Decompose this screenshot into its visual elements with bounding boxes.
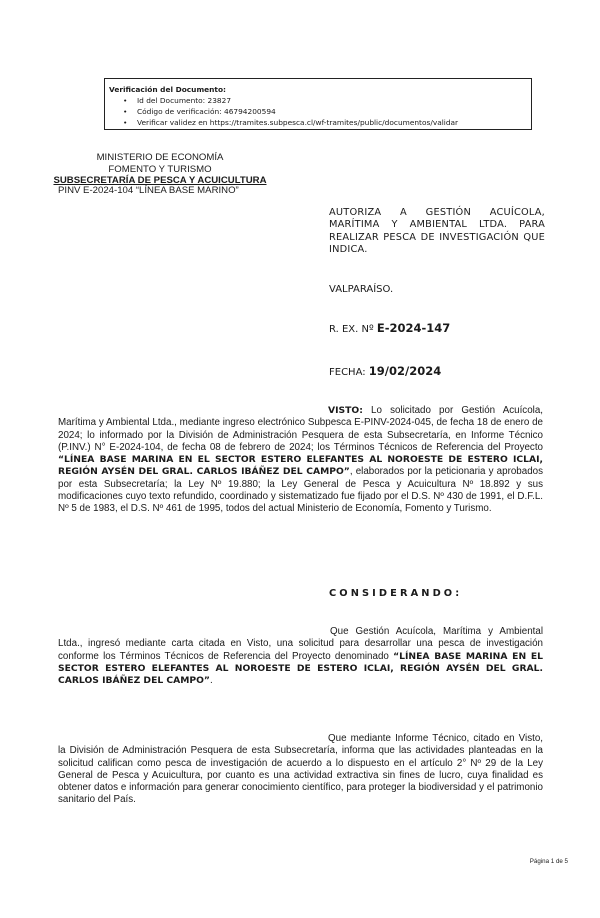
visto-paragraph xyxy=(58,405,543,516)
resolution-number xyxy=(329,321,450,335)
document-id: • Id del Documento: 23827 xyxy=(137,95,527,106)
considerando-2-text: Que mediante Informe Técnico, citado en Visto, la División de Administración Pesquera de esta Subsecretaría, informa que las actividades planteadas en la solicitud califican como pesca de investigación de acuerdo a lo dispuesto en el artículo 2° Nº 29 de la Ley General de Pesca y Acuicultura, por cuanto es una actividad extractiva sin fines de lucro, cuya finalidad es obtener datos e información para generar conocimiento científico, para proteger la biodiversidad y el patrimonio sanitario del País. xyxy=(58,733,543,806)
resolution-date xyxy=(329,364,441,378)
verification-box xyxy=(104,78,532,130)
date-value: 19/02/2024 xyxy=(368,364,442,378)
considerando-heading: CONSIDERANDO: xyxy=(329,588,463,599)
verification-code: • Código de verificación: 46794200594 xyxy=(137,106,527,117)
verification-url[interactable]: • Verificar validez en https://tramites.subpesca.cl/wf-tramites/public/documentos/validar xyxy=(137,117,527,128)
page-number: Página 1 de 5 xyxy=(529,858,568,865)
ministry-line-2: FOMENTO Y TURISMO xyxy=(108,163,212,175)
ministry-header xyxy=(30,152,290,187)
date-label: FECHA: xyxy=(329,367,369,378)
subsecretaria-title: SUBSECRETARÍA DE PESCA Y ACUICULTURA xyxy=(53,175,267,186)
visto-text-b: , elaborados por la peticionaria y aprobados por esta Subsecretaría; la Ley Nº 19.880; la Ley General de Pesca y Acuicultura Nº 18.892 y sus modificaciones cuyo texto refundido, coordinado y sistematizado fue fijado por el D.S. Nº 430 de 1991, el D.F.L. Nº 5 de 1983, el D.S. Nº 461 de 1995, todos del actual Ministerio de Economía, Fomento y Turismo. xyxy=(58,466,543,515)
verification-list xyxy=(109,95,527,128)
visto-project: “LÍNEA BASE MARINA EN EL SECTOR ESTERO ELEFANTES AL NOROESTE DE ESTERO ICLAI, REGIÓN AYSÉN DEL GRAL. CARLOS IBÁÑEZ DEL CAMPO” xyxy=(58,454,543,478)
considerando-1-project: “LÍNEA BASE MARINA EN EL SECTOR ESTERO ELEFANTES AL NOROESTE DE ESTERO ICLAI, REGIÓN AYSÉN DEL GRAL. CARLOS IBÁÑEZ DEL CAMPO” xyxy=(58,650,543,687)
resolution-value: E-2024-147 xyxy=(376,321,451,335)
considerando-1-text-b: . xyxy=(209,675,213,687)
resolution-label: R. EX. Nº xyxy=(329,324,377,335)
considerando-1-text-a: Que Gestión Acuícola, Marítima y Ambiental Ltda., ingresó mediante carta citada en Visto, una solicitud para desarrollar una pesca de investigación conforme los Términos Técnicos de Referencia del Proyecto denominado xyxy=(58,626,543,662)
visto-label: VISTO: xyxy=(328,405,363,416)
considerando-paragraph-2 xyxy=(58,733,543,807)
verification-title: Verificación del Documento: xyxy=(109,85,226,94)
project-reference: PINV E-2024-104 “LÍNEA BASE MARINO” xyxy=(58,185,239,196)
ministry-line-1: MINISTERIO DE ECONOMÍA xyxy=(96,152,224,163)
place: VALPARAÍSO. xyxy=(329,284,394,295)
resolution-summary: AUTORIZA A GESTIÓN ACUÍCOLA, MARÍTIMA Y AMBIENTAL LTDA. PARA REALIZAR PESCA DE INVESTIGACIÓN QUE INDICA. xyxy=(329,207,545,256)
visto-text-a: Lo solicitado por Gestión Acuícola, Marítima y Ambiental Ltda., mediante ingreso electrónico Subpesca E-PINV-2024-045, de fecha 18 de enero de 2024; lo informado por la División de Administración Pesquera de esta Subsecretaría, en Informe Técnico (P.INV.) N° E-2024-104, de fecha 08 de febrero de 2024; los Términos Técnicos de Referencia del Proyecto xyxy=(58,405,543,453)
considerando-paragraph-1 xyxy=(58,626,543,687)
